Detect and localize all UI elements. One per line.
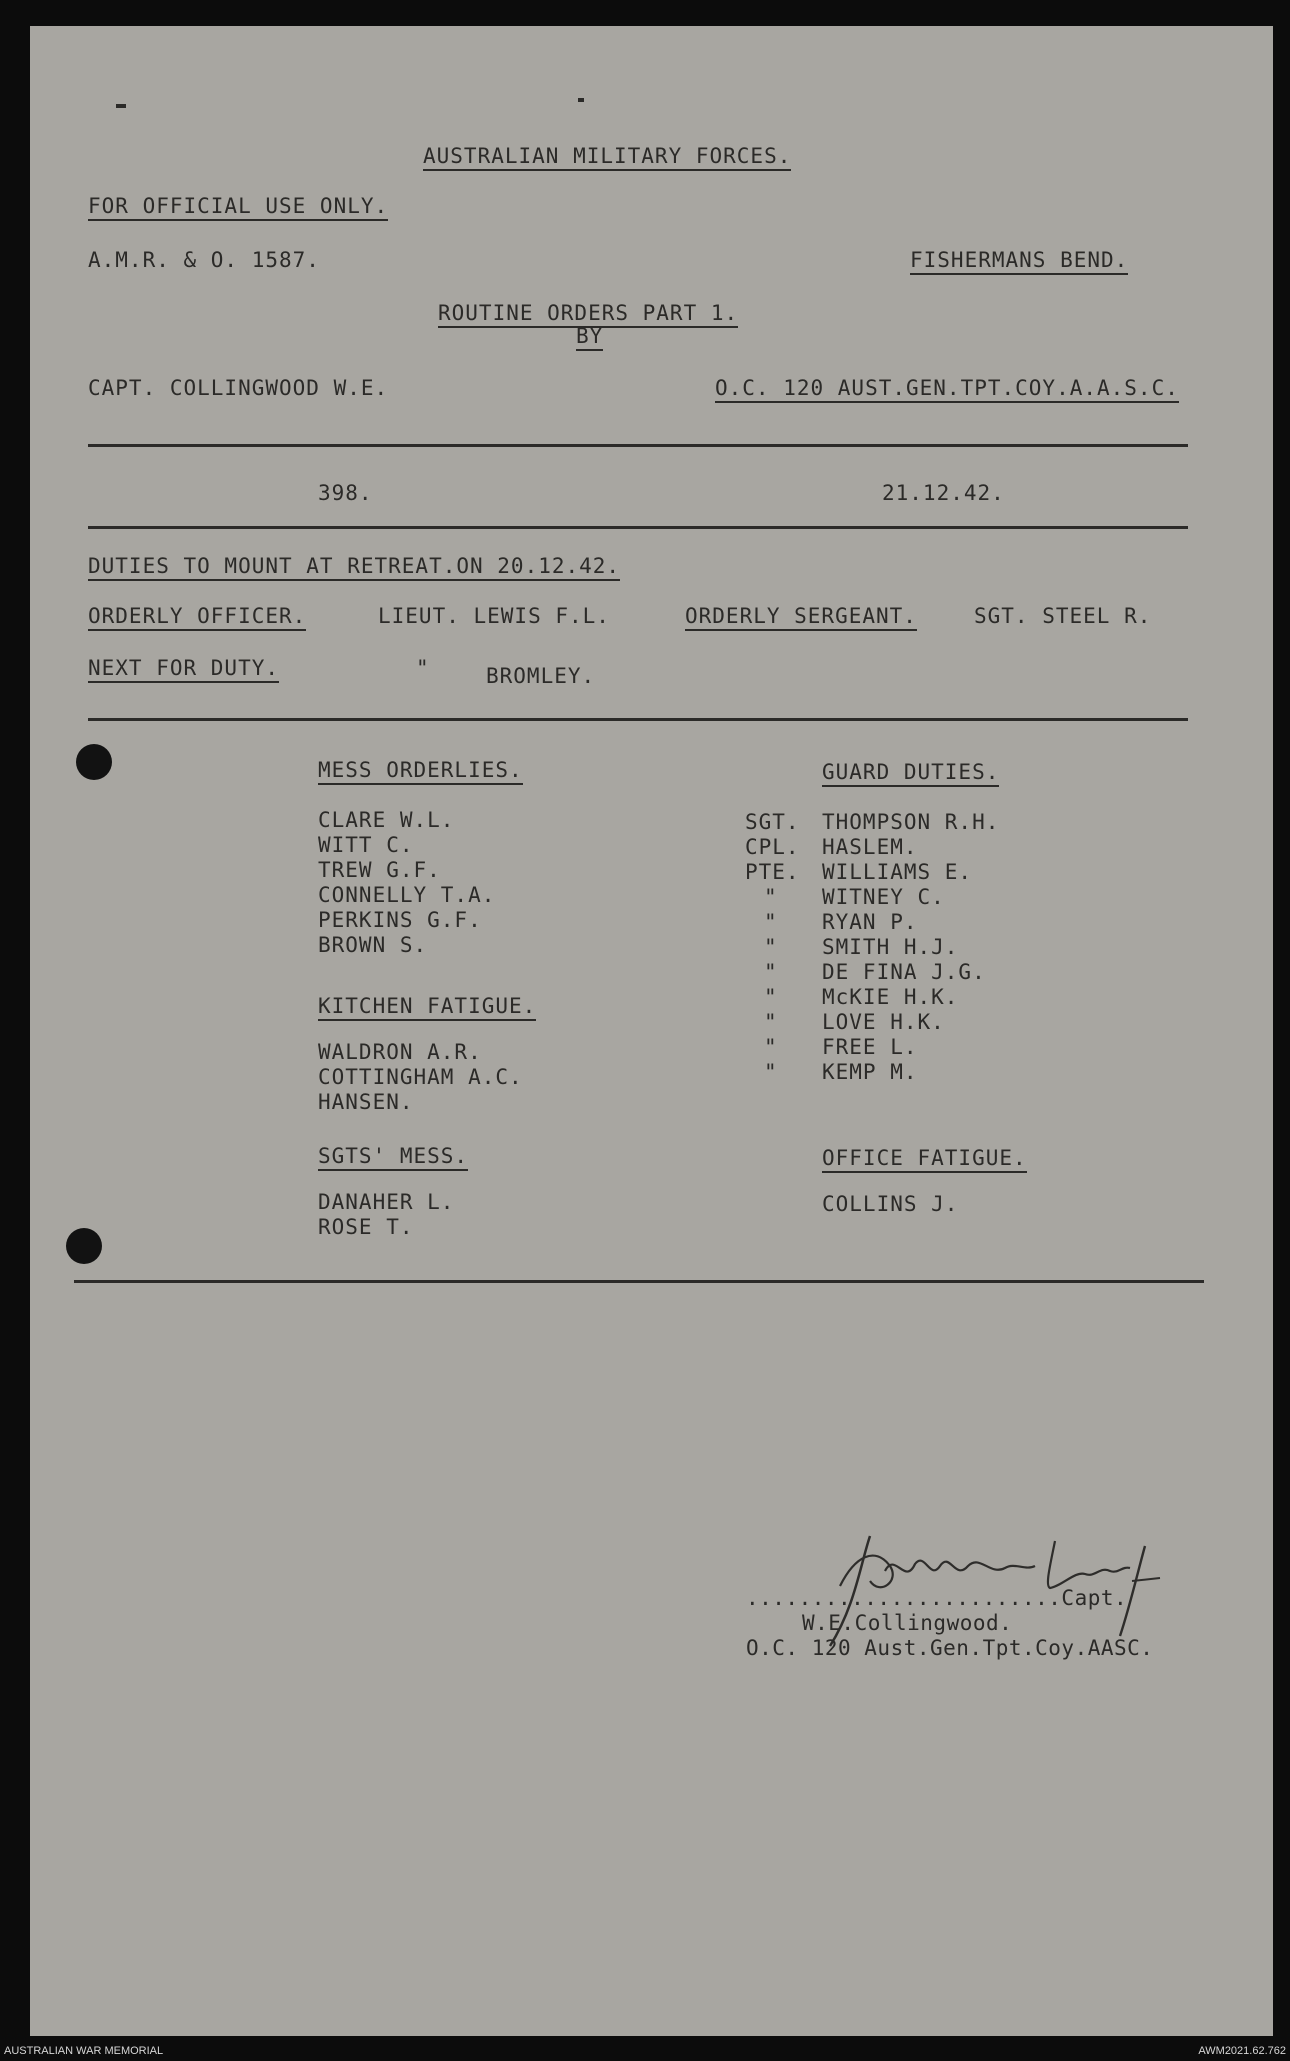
order-number: 398. — [318, 481, 373, 505]
list-item: DE FINA J.G. — [822, 960, 986, 984]
duties-heading: DUTIES TO MOUNT AT RETREAT.ON 20.12.42. — [88, 554, 620, 581]
list-item: THOMPSON R.H. — [822, 810, 1000, 834]
divider — [74, 1280, 1204, 1283]
orderly-officer-name: LIEUT. LEWIS F.L. — [378, 604, 610, 628]
list-item: RYAN P. — [822, 910, 918, 934]
list-item: CONNELLY T.A. — [318, 883, 496, 907]
list-item: TREW G.F. — [318, 858, 441, 882]
next-for-duty-name: BROMLEY. — [486, 664, 596, 688]
ditto-mark: " — [764, 985, 778, 1009]
list-item: LOVE H.K. — [822, 1010, 945, 1034]
unit: O.C. 120 AUST.GEN.TPT.COY.A.A.S.C. — [715, 376, 1179, 403]
signatory-name: W.E.Collingwood. — [802, 1611, 1013, 1635]
sgts-mess-heading: SGTS' MESS. — [318, 1144, 468, 1171]
list-item: WALDRON A.R. — [318, 1040, 482, 1064]
ditto-mark: " — [764, 1010, 778, 1034]
list-item: HASLEM. — [822, 835, 918, 859]
list-item: PERKINS G.F. — [318, 908, 482, 932]
punch-hole — [76, 744, 112, 780]
signature-line: ........................Capt. — [746, 1586, 1128, 1610]
list-item: HANSEN. — [318, 1090, 414, 1114]
office-fatigue-heading: OFFICE FATIGUE. — [822, 1146, 1027, 1173]
ditto-mark: " — [764, 1060, 778, 1084]
list-item: DANAHER L. — [318, 1190, 455, 1214]
orderly-officer-label: ORDERLY OFFICER. — [88, 604, 306, 631]
document-title: ROUTINE ORDERS PART 1. — [438, 301, 738, 328]
list-item: ROSE T. — [318, 1215, 414, 1239]
rank: SGT. — [745, 810, 800, 834]
list-item: WILLIAMS E. — [822, 860, 973, 884]
list-item: COTTINGHAM A.C. — [318, 1065, 523, 1089]
ditto-mark: " — [764, 935, 778, 959]
ditto-mark: " — [764, 910, 778, 934]
next-for-duty-label: NEXT FOR DUTY. — [88, 656, 279, 683]
kitchen-fatigue-heading: KITCHEN FATIGUE. — [318, 994, 536, 1021]
list-item: COLLINS J. — [822, 1192, 959, 1216]
orderly-sergeant-label: ORDERLY SERGEANT. — [685, 604, 917, 631]
classification: FOR OFFICIAL USE ONLY. — [88, 194, 388, 221]
list-item: WITT C. — [318, 833, 414, 857]
list-item: CLARE W.L. — [318, 808, 455, 832]
divider — [88, 444, 1188, 447]
rank: PTE. — [745, 860, 800, 884]
orderly-sergeant-name: SGT. STEEL R. — [974, 604, 1152, 628]
footer-accession-number: AWM2021.62.762 — [1198, 2045, 1286, 2057]
list-item: BROWN S. — [318, 933, 428, 957]
guard-duties-heading: GUARD DUTIES. — [822, 760, 999, 787]
ditto-mark: " — [416, 656, 430, 680]
list-item: McKIE H.K. — [822, 985, 959, 1009]
divider — [88, 526, 1188, 529]
list-item: WITNEY C. — [822, 885, 945, 909]
ink-mark — [116, 104, 126, 108]
by-line: BY — [576, 324, 603, 351]
footer-archive: AUSTRALIAN WAR MEMORIAL — [4, 2045, 164, 2057]
commander: CAPT. COLLINGWOOD W.E. — [88, 376, 389, 400]
ditto-mark: " — [764, 885, 778, 909]
ditto-mark: " — [764, 1035, 778, 1059]
location: FISHERMANS BEND. — [910, 248, 1128, 275]
mess-orderlies-heading: MESS ORDERLIES. — [318, 758, 523, 785]
document-page — [30, 26, 1273, 2036]
punch-hole — [66, 1228, 102, 1264]
list-item: KEMP M. — [822, 1060, 918, 1084]
rank: CPL. — [745, 835, 800, 859]
org-heading: AUSTRALIAN MILITARY FORCES. — [423, 144, 791, 171]
ditto-mark: " — [764, 960, 778, 984]
reference-number: A.M.R. & O. 1587. — [88, 248, 320, 272]
divider — [88, 718, 1188, 721]
ink-mark — [578, 98, 584, 102]
order-date: 21.12.42. — [882, 481, 1005, 505]
list-item: FREE L. — [822, 1035, 918, 1059]
list-item: SMITH H.J. — [822, 935, 959, 959]
signatory-unit: O.C. 120 Aust.Gen.Tpt.Coy.AASC. — [746, 1636, 1154, 1660]
